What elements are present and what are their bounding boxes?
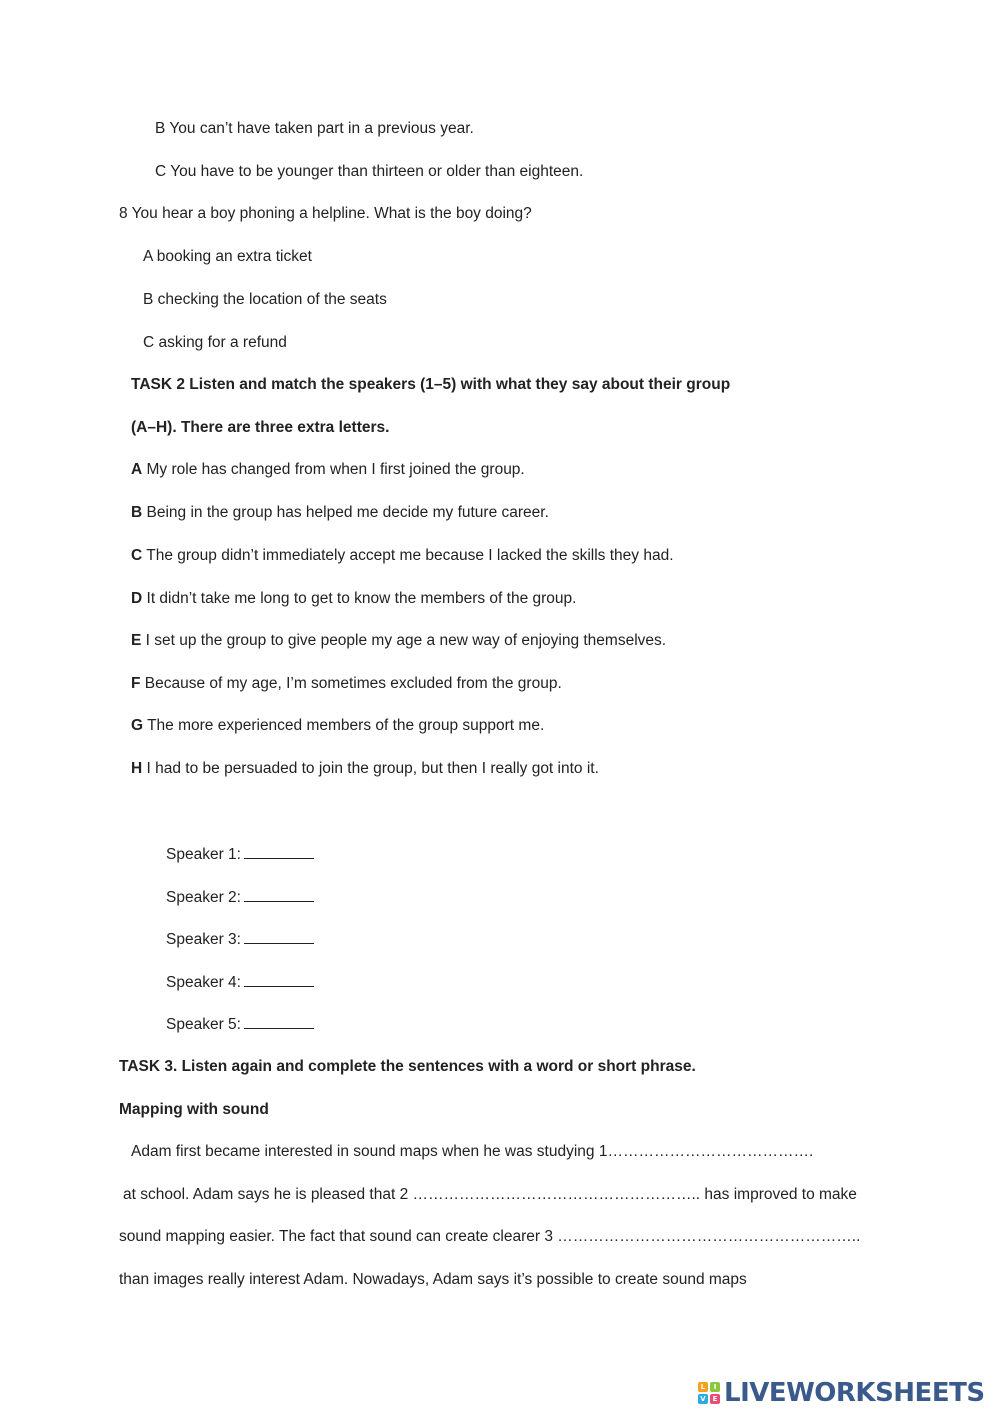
option-text: Being in the group has helped me decide my future career.: [142, 504, 549, 521]
option-letter: C: [131, 547, 143, 564]
task3-line: than images really interest Adam. Nowadays, Adam says it’s possible to create sound maps: [119, 1271, 747, 1288]
answer-blank[interactable]: [244, 972, 314, 987]
q8-option-a: A booking an extra ticket: [143, 248, 312, 265]
task2-title-line2: (A–H). There are three extra letters.: [131, 419, 390, 436]
task3-line: Adam first became interested in sound maps when he was studying 1………………………………….: [131, 1143, 814, 1160]
logo-mark-icon: L I V E: [698, 1382, 720, 1404]
task3-line: sound mapping easier. The fact that sound can create clearer 3 …………………………………………………..: [119, 1228, 861, 1245]
task2-option: [131, 589, 576, 609]
answer-blank[interactable]: [244, 887, 314, 902]
answer-blank[interactable]: [244, 929, 314, 944]
task2-option: [131, 546, 674, 566]
option-letter: H: [131, 760, 143, 777]
speaker-label: Speaker 5:: [166, 1016, 241, 1033]
option-text: It didn’t take me long to get to know the members of the group.: [142, 590, 577, 607]
liveworksheets-logo: [698, 1378, 985, 1408]
option-letter: F: [131, 675, 141, 692]
speaker-label: Speaker 4:: [166, 974, 241, 991]
option-text: The more experienced members of the group support me.: [143, 717, 545, 734]
speaker-label: Speaker 2:: [166, 889, 241, 906]
option-text: I had to be persuaded to join the group, but then I really got into it.: [142, 760, 599, 777]
option-letter: A: [131, 461, 143, 478]
q8-option-b: B checking the location of the seats: [143, 291, 387, 308]
task3-subtitle: Mapping with sound: [119, 1101, 269, 1118]
task2-option: [131, 631, 666, 651]
speaker-row: [166, 1014, 314, 1035]
task2-title-line1: TASK 2 Listen and match the speakers (1–5) with what they say about their group: [131, 376, 731, 393]
logo-text: LIVEWORKSHEETS: [724, 1378, 985, 1408]
speaker-row: [166, 887, 314, 908]
speaker-label: Speaker 3:: [166, 931, 241, 948]
q7-option-b: B You can’t have taken part in a previous year.: [155, 120, 474, 137]
task2-option: [131, 716, 544, 736]
q8-question: 8 You hear a boy phoning a helpline. What is the boy doing?: [119, 205, 532, 222]
q8-option-c: C asking for a refund: [143, 334, 287, 351]
task2-option: [131, 674, 562, 694]
option-text: The group didn’t immediately accept me because I lacked the skills they had.: [142, 547, 674, 564]
speaker-label: Speaker 1:: [166, 846, 241, 863]
q7-option-c: C You have to be younger than thirteen or older than eighteen.: [155, 163, 584, 180]
task2-option: [131, 759, 599, 779]
answer-blank[interactable]: [244, 844, 314, 859]
option-text: My role has changed from when I first joined the group.: [142, 461, 525, 478]
answer-blank[interactable]: [244, 1014, 314, 1029]
option-letter: B: [131, 504, 143, 521]
speaker-row: [166, 929, 314, 950]
task2-option: [131, 503, 549, 523]
speaker-row: [166, 972, 314, 993]
option-letter: G: [131, 717, 144, 734]
option-text: Because of my age, I’m sometimes excluded from the group.: [140, 675, 562, 692]
task2-option: [131, 460, 525, 480]
speaker-row: [166, 844, 314, 865]
task3-line: at school. Adam says he is pleased that 2 ……………………………………………….. has improved to make: [123, 1186, 857, 1203]
task3-title: TASK 3. Listen again and complete the sentences with a word or short phrase.: [119, 1058, 696, 1075]
option-letter: D: [131, 590, 143, 607]
option-letter: E: [131, 632, 142, 649]
option-text: I set up the group to give people my age a new way of enjoying themselves.: [141, 632, 667, 649]
